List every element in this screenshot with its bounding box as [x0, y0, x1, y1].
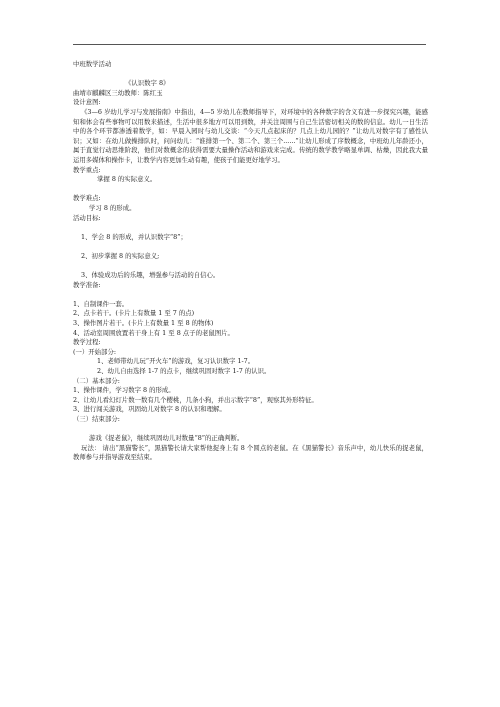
prep-item: 3、操作图片若干。(卡片上有数量 1 至 8 的物体)	[73, 319, 214, 328]
prep-item: 1、自制课件一套。	[73, 299, 129, 308]
end-rules-text: 玩法： 请出“黑猫警长”，黑猫警长请大家帮他捉身上有 8 个圆点的老鼠。在《黑猫警长》音乐声中，幼儿快乐的捉老鼠，教师参与并指导游戏至结束。	[73, 443, 428, 462]
goal-item: 1、学会 8 的形成，并认识数字“8”；	[81, 232, 187, 241]
goal-item: 2、初步掌握 8 的实际意义;	[81, 251, 160, 260]
key-points-text: 掌握 8 的实际意义。	[97, 175, 157, 184]
author-line: 曲靖市麒麟区三幼教师：陈红玉	[73, 88, 163, 97]
difficulty-heading: 教学难点:	[73, 194, 101, 203]
prep-item: 2、点卡若干。(卡片上有数量 1 至 7 的点)	[73, 309, 195, 318]
document-title: 《认识数字 8》	[125, 79, 170, 88]
design-paragraph: 《3—6 岁幼儿学习与发展指南》中指出，4—5 岁幼儿在教师指导下，对环境中的各种数字的含义有进一步探究兴趣，能感知和体会有些事物可以用数来描述，生活中很多地方可以用到数，并关注周围与自己生活密切相关的数的信息。幼儿一日生活中的各个环节都渗透着数学，如：早晨入园时与幼儿交谈：“今天几点起床的？几点上幼儿园的？”让幼儿对数字有了感性认识；又如：在幼儿做操排队时，问问幼儿：“谁排第一个、第二个、第三个......”让幼儿形成了序数概念，中班幼儿年龄还小，属于直觉行动思维阶段，他们对数概念的获得需要大量操作活动和游戏来完成。传统的数学教学略显单调、枯燥，因此我大量运用多媒体和操作卡，让教学内容更加生动有趣，使孩子们能更好地学习。	[73, 107, 428, 164]
goal-item: 3、体验成功后的乐趣，增强参与活动的自信心。	[81, 271, 220, 280]
key-points-heading: 教学重点:	[73, 165, 101, 174]
part1-item: 1、老师带幼儿玩“开火车”的游戏，复习认识数字 1-7。	[97, 357, 255, 366]
difficulty-text: 学习 8 的形成。	[89, 203, 136, 212]
part1-item: 2、幼儿自由选择 1-7 的点卡，继续巩固对数字 1-7 的认识。	[97, 367, 271, 375]
header-rule	[73, 44, 426, 45]
part3-heading: （三）结束部分:	[73, 414, 120, 423]
part2-item: 3、进行闯关游戏，巩固幼儿对数字 8 的认识和理解。	[73, 405, 226, 414]
document-body	[73, 60, 428, 463]
part2-heading: （二）基本部分:	[73, 376, 120, 385]
goals-heading: 活动目标:	[73, 213, 101, 222]
part2-item: 2、让幼儿看幻灯片数一数有几个樱桃，几条小狗，并出示数字“8”，观察其外形特征。	[73, 395, 318, 404]
process-heading: 教学过程:	[73, 338, 101, 347]
prep-item: 4、活动室周围放置若干身上有 1 至 8 点子的老鼠图片。	[73, 328, 234, 337]
document-category: 中班数学活动	[73, 60, 112, 68]
design-heading: 设计意图:	[73, 98, 101, 107]
end-game-text: 游戏《捉老鼠》，继续巩固幼儿对数量“8”的正确判断。	[89, 434, 244, 443]
prep-heading: 教学准备:	[73, 280, 101, 289]
part2-item: 1、操作课件，学习数字 8 的形成。	[73, 386, 175, 395]
part1-heading: (一）开始部分:	[73, 347, 116, 356]
